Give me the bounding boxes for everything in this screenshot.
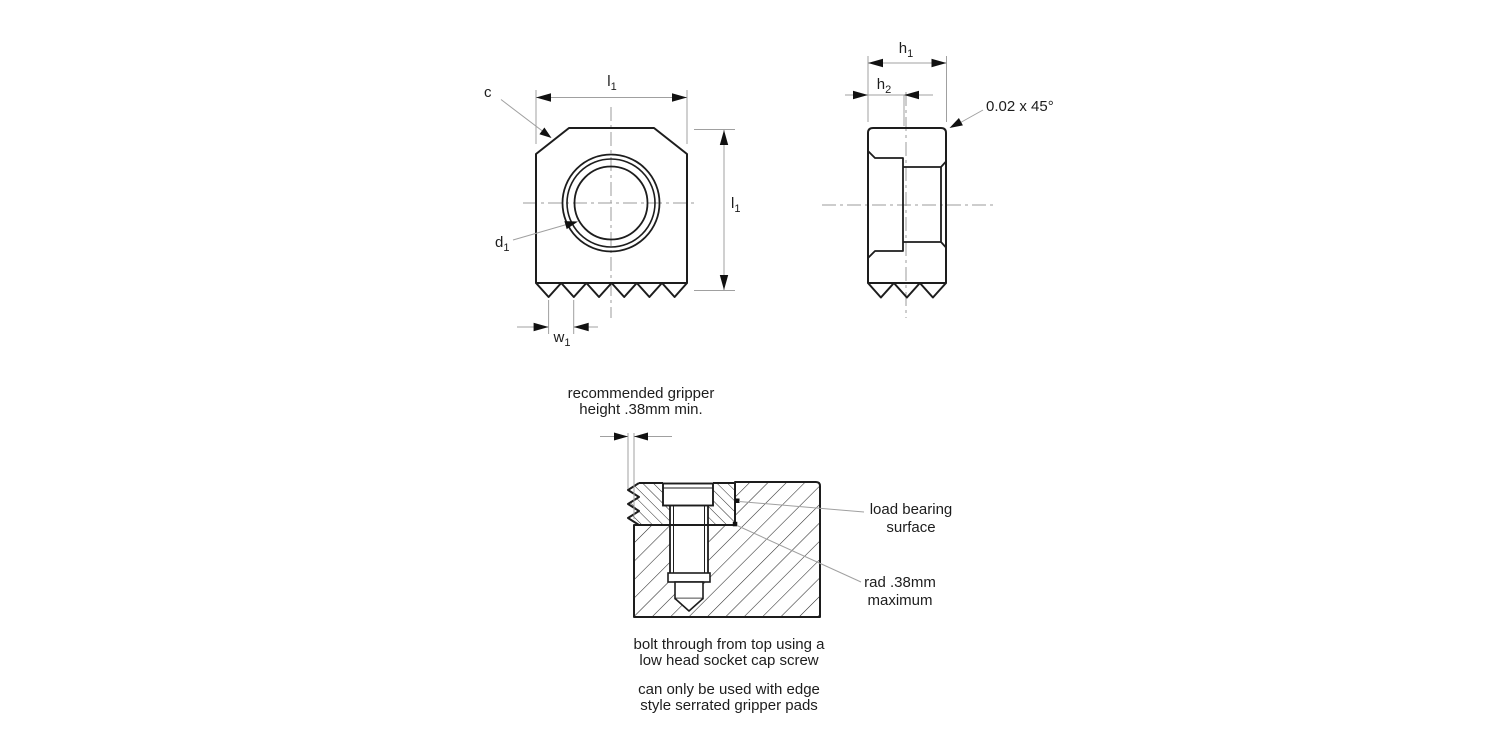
radius-note [864, 574, 936, 609]
h2-depth-label [877, 77, 891, 94]
h1-sub: 1 [907, 48, 914, 60]
front-view [523, 107, 697, 318]
caption-bolt-line1: bolt through from top using a [633, 636, 825, 653]
gripper-note-line2: height .38mm min. [579, 401, 703, 418]
load-bearing-line1: load bearing [869, 501, 953, 518]
chamfer-note-label: 0.02 x 45° [986, 98, 1054, 115]
l1-width-sub: 1 [610, 81, 617, 93]
side-view-dimensions [845, 56, 983, 128]
l1-width-label [607, 74, 616, 91]
load-bearing-note [870, 501, 953, 536]
d1-thread-label [495, 235, 509, 252]
caption-usage-line1: can only be used with edge [638, 681, 820, 698]
w1-base: w [553, 329, 565, 346]
caption-bolt-through [634, 637, 825, 669]
section-view [628, 482, 820, 617]
caption-bolt-line2: low head socket cap screw [639, 652, 819, 669]
d1-sub: 1 [503, 242, 510, 254]
l1-width-base: l [607, 73, 611, 90]
h2-sub: 2 [885, 84, 892, 96]
side-view [822, 92, 993, 318]
caption-usage [638, 682, 820, 714]
caption-usage-line2: style serrated gripper pads [640, 697, 818, 714]
l1-height-label [731, 196, 740, 213]
l1-height-sub: 1 [734, 203, 741, 215]
radius-note-line2: maximum [867, 591, 933, 609]
l1-height-base: l [731, 195, 735, 212]
w1-sub: 1 [564, 337, 571, 349]
w1-pitch-label [554, 330, 571, 347]
h1-base: h [898, 40, 908, 57]
h2-base: h [876, 76, 886, 93]
h1-thickness-label [899, 41, 913, 58]
load-bearing-line2: surface [886, 518, 936, 536]
d1-base: d [495, 234, 504, 251]
gripper-note-line1: recommended gripper [567, 385, 715, 402]
chamfer-c-label: c [484, 84, 492, 101]
gripper-height-note [568, 386, 715, 418]
radius-note-line1: rad .38mm [864, 574, 936, 591]
